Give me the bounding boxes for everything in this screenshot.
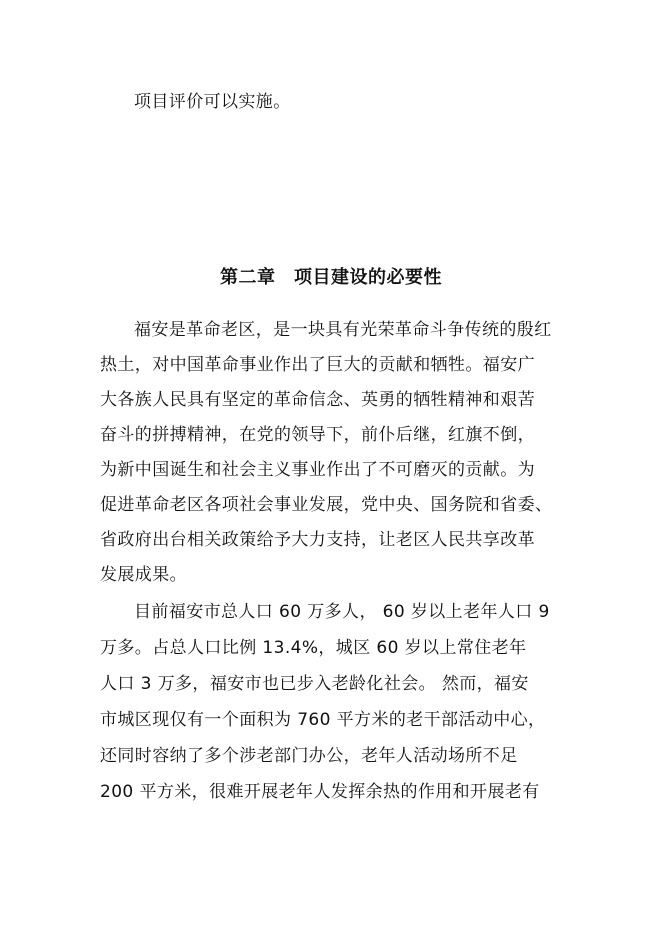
paragraph-line: 福安是革命老区，是一块具有光荣革命斗争传统的殷红	[134, 320, 552, 340]
paragraph-line: 奋斗的拼搏精神，在党的领导下，前仆后继，红旗不倒，	[100, 425, 535, 445]
paragraph-line: 大各族人民具有坚定的革命信念、英勇的牺牲精神和艰苦	[100, 390, 535, 410]
paragraph-line: 还同时容纳了多个涉老部门办公，老年人活动场所不足	[100, 746, 518, 766]
paragraph-line: 市城区现仅有一个面积为 760 平方米的老干部活动中心，	[100, 710, 546, 730]
paragraph-line: 200 平方米，很难开展老年人发挥余热的作用和开展老有	[100, 782, 540, 802]
paragraph-line: 目前福安市总人口 60 万多人， 60 岁以上老年人口 9	[134, 602, 550, 622]
paragraph-line: 为新中国诞生和社会主义事业作出了不可磨灭的贡献。为	[100, 460, 535, 480]
paragraph-line: 万多。占总人口比例 13.4%，城区 60 岁以上常住老年	[100, 638, 527, 658]
paragraph-line: 发展成果。	[100, 565, 187, 585]
paragraph-line: 人口 3 万多，福安市也已步入老龄化社会。 然而，福安	[100, 674, 529, 694]
paragraph-line: 省政府出台相关政策给予大力支持，让老区人民共享改革	[100, 530, 535, 550]
paragraph-line: 促进革命老区各项社会事业发展，党中央、国务院和省委、	[100, 495, 553, 515]
intro-line: 项目评价可以实施。	[134, 92, 291, 112]
paragraph-line: 热土，对中国革命事业作出了巨大的贡献和牺牲。福安广	[100, 355, 535, 375]
chapter-title: 第二章 项目建设的必要性	[220, 267, 442, 288]
